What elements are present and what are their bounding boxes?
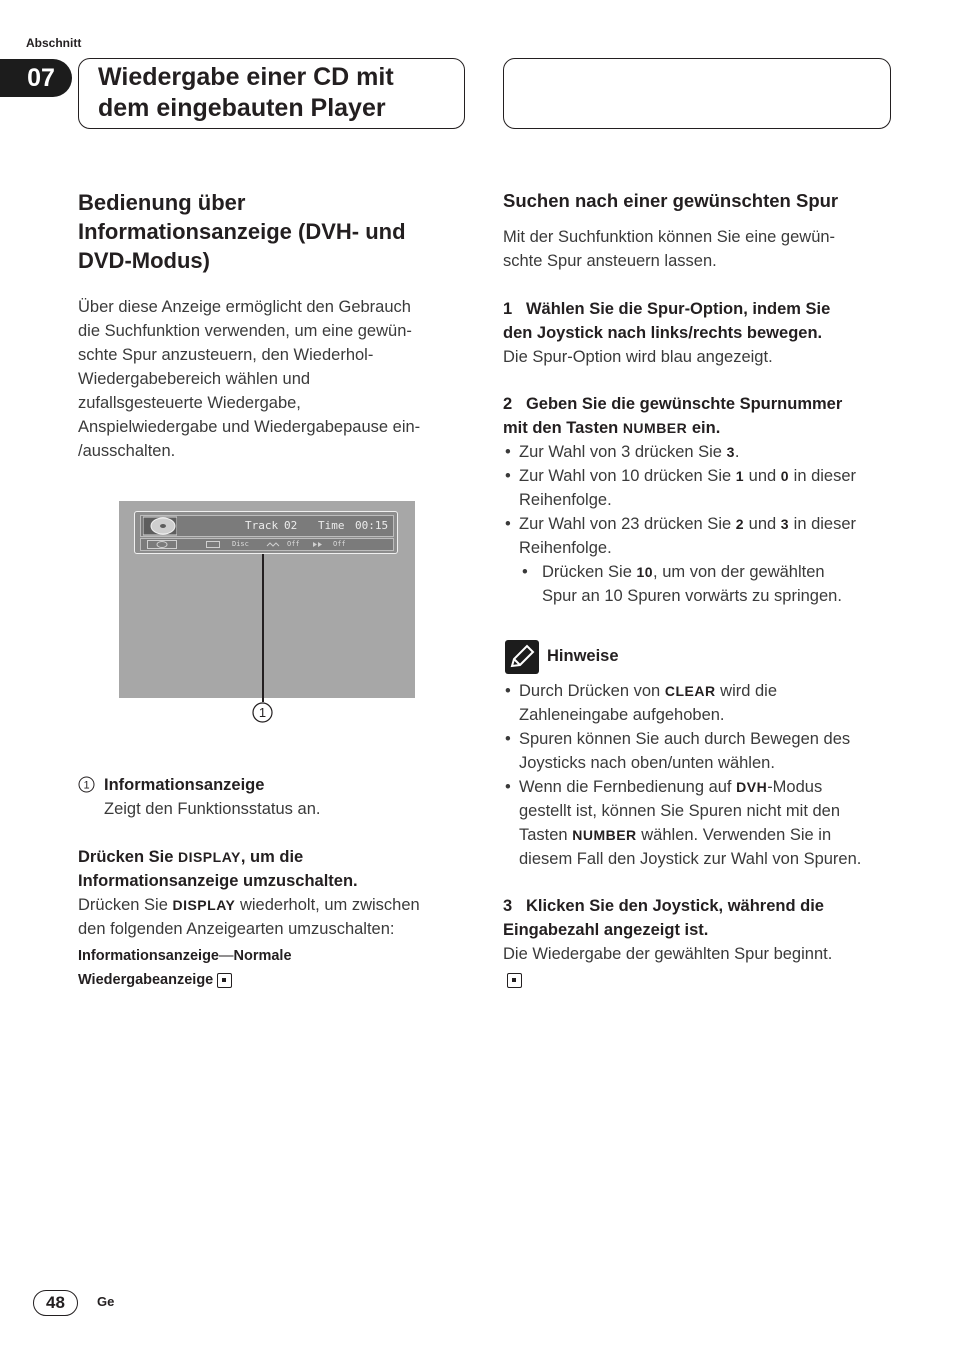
display-disc-label: Disc (232, 540, 249, 548)
display-instruction: Drücken Sie DISPLAY, um die Informationsanzeige umzuschalten. Drücken Sie DISPLAY wiederholt, um zwischen den folgenden Anzeigearten umzuschalten: (78, 848, 420, 938)
display-track-value: 02 (284, 519, 298, 532)
step-number: 1 (503, 300, 513, 318)
list-item: • Wenn die Fernbedienung auf DVH-Modus gestellt ist, können Sie Spuren nicht mit den Tasten NUMBER wählen. Verwenden Sie in diesem Fall den Joystick zur Wahl von Spuren. (505, 778, 862, 868)
callout-pointer-line (262, 554, 264, 702)
left-heading (78, 188, 406, 275)
svg-text:1: 1 (258, 705, 267, 720)
intro-line: /ausschalten. (78, 442, 176, 460)
display-key: DISPLAY (177, 849, 241, 865)
legend-circle-1 (78, 776, 95, 793)
display-time-label: Time (318, 519, 345, 532)
right-heading: Suchen nach einer gewünschten Spur (503, 190, 839, 211)
end-of-section-icon (507, 973, 522, 988)
list-sub-item: • Drücken Sie 10, um von der gewählten Spur an 10 Spuren vorwärts zu springen. (522, 563, 842, 605)
notes-title: Hinweise (547, 647, 619, 665)
list-item: • Zur Wahl von 23 drücken Sie 2 und 3 in dieser Reihenfolge. (505, 515, 857, 557)
end-of-section-icon (217, 973, 232, 988)
display-modes: Informationsanzeige—Normale Wiedergabeanzeige (78, 948, 292, 988)
note-pencil-icon (505, 640, 539, 674)
chapter-title-line2: dem eingebauten Player (98, 94, 386, 122)
right-intro: Mit der Suchfunktion können Sie eine gewün- schte Spur ansteuern lassen. (503, 228, 836, 270)
scan-icon (312, 541, 324, 548)
step-number: 3 (503, 897, 513, 915)
list-item: • Zur Wahl von 10 drücken Sie 1 und 0 in dieser Reihenfolge. (505, 467, 857, 509)
intro-line: Anspielwiedergabe und Wiedergabepause ein- (78, 418, 421, 436)
left-heading-line2: Informationsanzeige (DVH- und (78, 219, 406, 244)
list-item: • Zur Wahl von 3 drücken Sie 3. (505, 443, 740, 461)
step-2-bullets (503, 440, 893, 608)
section-label: Abschnitt (26, 36, 82, 50)
intro-line: schte Spur anzusteuern, den Wiederhol- (78, 346, 374, 364)
header-empty-box (503, 58, 891, 129)
intro-line: zufallsgesteuerte Wiedergabe, (78, 394, 301, 412)
left-heading-line3: DVD-Modus) (78, 248, 210, 273)
cd-disc-icon (143, 516, 177, 536)
chapter-title-box (78, 58, 465, 129)
svg-text:1: 1 (83, 779, 90, 792)
display-scan-status: Off (333, 540, 346, 548)
chapter-title-line1: Wiedergabe einer CD mit (98, 63, 394, 91)
legend-title: Informationsanzeige (104, 776, 265, 794)
number-key: NUMBER (622, 420, 688, 436)
list-item: • Spuren können Sie auch durch Bewegen des Joysticks nach oben/unten wählen. (505, 730, 851, 772)
callout-circle-1 (252, 702, 273, 723)
intro-line: die Suchfunktion verwenden, um eine gewün- (78, 322, 412, 340)
chapter-number-tab: 07 (0, 59, 72, 97)
page-number: 48 (33, 1290, 78, 1316)
left-intro (78, 295, 420, 463)
notes-list (503, 679, 893, 871)
intro-line: Über diese Anzeige ermöglicht den Gebrauch (78, 298, 411, 316)
intro-line: Wiedergabebereich wählen und (78, 370, 311, 388)
left-heading-line1: Bedienung über (78, 190, 246, 215)
display-key: DISPLAY (172, 897, 236, 913)
display-track-label: Track (245, 519, 279, 532)
legend-text: Zeigt den Funktionsstatus an. (104, 800, 321, 818)
display-repeat-status: Off (287, 540, 300, 548)
cd-mode-icon (147, 540, 177, 549)
list-item: • Durch Drücken von CLEAR wird die Zahleneingabe aufgehoben. (505, 682, 778, 724)
step-3: 3 Klicken Sie den Joystick, während die Eingabezahl angezeigt ist. Die Wiedergabe der gewählten Spur beginnt. (503, 894, 832, 992)
language-code: Ge (97, 1294, 115, 1309)
step-1: 1 Wählen Sie die Spur-Option, indem Sie den Joystick nach links/rechts bewegen. Die Spur-Option wird blau angezeigt. (503, 300, 831, 366)
disc-repeat-icon (206, 541, 220, 548)
display-time-value: 00:15 (355, 519, 389, 532)
step-number: 2 (503, 395, 513, 413)
step-2: 2 Geben Sie die gewünschte Spurnummer mit den Tasten NUMBER ein. (503, 395, 843, 437)
repeat-icon (266, 541, 280, 548)
